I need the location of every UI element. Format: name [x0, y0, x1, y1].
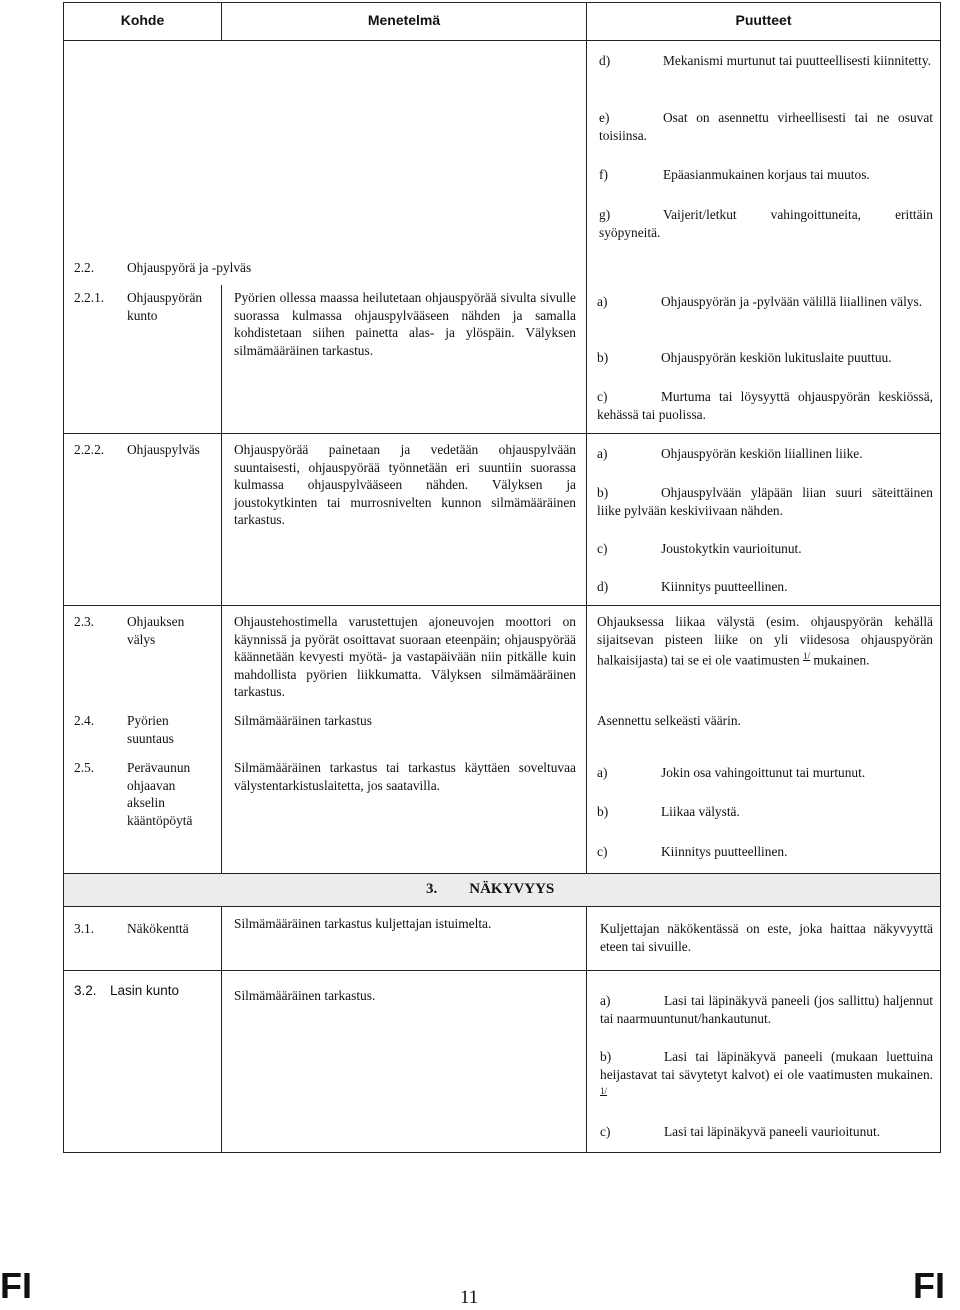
defect-3-1: Kuljettajan näkökentässä on este, joka haittaa näkyvyyttä eteen tai sivuille. [600, 921, 933, 954]
section-title-3: NÄKYVYYS [469, 881, 555, 897]
defect-2-2-1-a: a) Ohjauspyörän ja -pylvään välillä liiallinen välys. [597, 294, 923, 309]
section-num-2-3: 2.3. [74, 614, 95, 629]
footer-lang-left: FI [0, 1265, 32, 1306]
defect-2-5-a: a) Jokin osa vahingoittunut tai murtunut. [597, 765, 866, 780]
defect-2-2-1-b: b) Ohjauspyörän keskiön lukituslaite puuttuu. [597, 350, 892, 365]
method-3-2: Silmämääräinen tarkastus. [234, 988, 376, 1003]
section-num-2-2-2: 2.2.2. [74, 442, 105, 457]
section-title-2-2: Ohjauspyörä ja -pylväs [127, 260, 252, 275]
defect-2-2-1-c: c) Murtuma tai löysyyttä ohjauspyörän keskiössä, kehässä tai puolissa. [597, 389, 933, 422]
cont-defect-d: d) Mekanismi murtunut tai puutteellisesti kiinnitetty. [599, 53, 932, 68]
method-3-1: Silmämääräinen tarkastus kuljettajan istuimelta. [234, 916, 492, 931]
method-2-2-1: Pyörien ollessa maassa heilutetaan ohjauspyörää sivulta sivulle suorassa kulmassa ohjauspylvääseen nähden ja samalla kohdistetaan siihen painetta alas- ja ylöspäin. Välyksen silmämääräinen tarkastus. [234, 290, 576, 358]
method-2-5: Silmämääräinen tarkastus tai tarkastus käyttäen soveltuvaa välystentarkistuslaitetta, jos saatavilla. [234, 760, 576, 793]
cont-defect-f: f) Epäasianmukainen korjaus tai muutos. [599, 167, 870, 182]
defect-3-2-b: b) Lasi tai läpinäkyvä paneeli (mukaan luettuina heijastavat tai sävytetyt kalvot) ei ole vaatimusten mukainen. $^{1/}$ [600, 1049, 933, 1096]
section-num-2-4: 2.4. [74, 713, 95, 728]
defect-2-3: Ohjauksessa liikaa välystä (esim. ohjauspyörän kehällä sijaitsevan pisteen liike on yli viidesosa ohjauspyörän halkaisijasta) tai se ei ole vaatimusten $^{1/}$ mukainen. [597, 614, 933, 668]
section-title-2-3: Ohjauksen välys [127, 614, 185, 647]
section-num-3-2: 3.2. [74, 983, 97, 998]
cont-defect-e: e) Osat on asennettu virheellisesti tai ne osuvat toisiinsa. [599, 110, 933, 143]
method-2-4: Silmämääräinen tarkastus [234, 713, 372, 728]
section-title-2-2-2: Ohjauspylväs [127, 442, 200, 457]
header-menetelma: Menetelmä [367, 12, 441, 28]
header-puutteet: Puutteet [735, 12, 792, 28]
section-title-2-4: Pyörien suuntaus [127, 713, 174, 746]
section-num-2-5: 2.5. [74, 760, 95, 775]
cont-defect-g: g) Vaijerit/letkut vahingoittuneita, erittäin syöpyneitä. [599, 207, 933, 240]
page-number: 11 [460, 1287, 479, 1308]
defect-2-5-b: b) Liikaa välystä. [597, 804, 740, 819]
section-num-2-2: 2.2. [74, 260, 95, 275]
section-title-2-5: Perävaunun ohjaavan akselin kääntöpöytä [127, 760, 193, 828]
section-num-3: 3. [426, 881, 438, 897]
defect-3-2-a: a) Lasi tai läpinäkyvä paneeli (jos sallittu) haljennut tai naarmuuntunut/hankautunut. [600, 993, 933, 1026]
method-2-3: Ohjaustehostimella varustettujen ajoneuvojen moottori on käynnissä ja pyörät osoittavat suoraan eteenpäin; ohjauspyörää käännetään kevyesti myötä- ja vastapäivään niin pitkälle kuin mahdollista pyörien liikkumatta. Välyksen silmämääräinen tarkastus. [234, 614, 576, 699]
defect-2-5-c: c) Kiinnitys puutteellinen. [597, 844, 788, 859]
footer-lang-right: FI [913, 1265, 945, 1306]
section-title-3-1: Näkökenttä [127, 921, 189, 936]
section-band-3 [64, 874, 940, 906]
defect-2-2-2-c: c) Joustokytkin vaurioitunut. [597, 541, 802, 556]
method-2-2-2: Ohjauspyörää painetaan ja vedetään ohjauspylvään suuntaisesti, ohjauspyörää työnnetään eri suuntiin suorassa kulmassa ohjauspylvääseen nähden. Välyksen ja joustokytkinten tai murrosnivelten kunnon silmämääräinen tarkastus. [234, 442, 576, 527]
defect-3-2-c: c) Lasi tai läpinäkyvä paneeli vaurioitunut. [600, 1124, 881, 1139]
section-title-3-2: Lasin kunto [110, 983, 180, 998]
section-title-2-2-1: Ohjauspyörän kunto [127, 290, 203, 323]
defect-2-2-2-b: b) Ohjauspylvään yläpään liian suuri säteittäinen liike pylvään keskiviivaan nähden. [597, 485, 933, 518]
section-num-2-2-1: 2.2.1. [74, 290, 105, 305]
header-kohde: Kohde [120, 12, 165, 28]
defect-2-2-2-a: a) Ohjauspyörän keskiön liiallinen liike. [597, 446, 863, 461]
defect-2-4: Asennettu selkeästi väärin. [597, 713, 741, 728]
defect-2-2-2-d: d) Kiinnitys puutteellinen. [597, 579, 788, 594]
section-num-3-1: 3.1. [74, 921, 95, 936]
